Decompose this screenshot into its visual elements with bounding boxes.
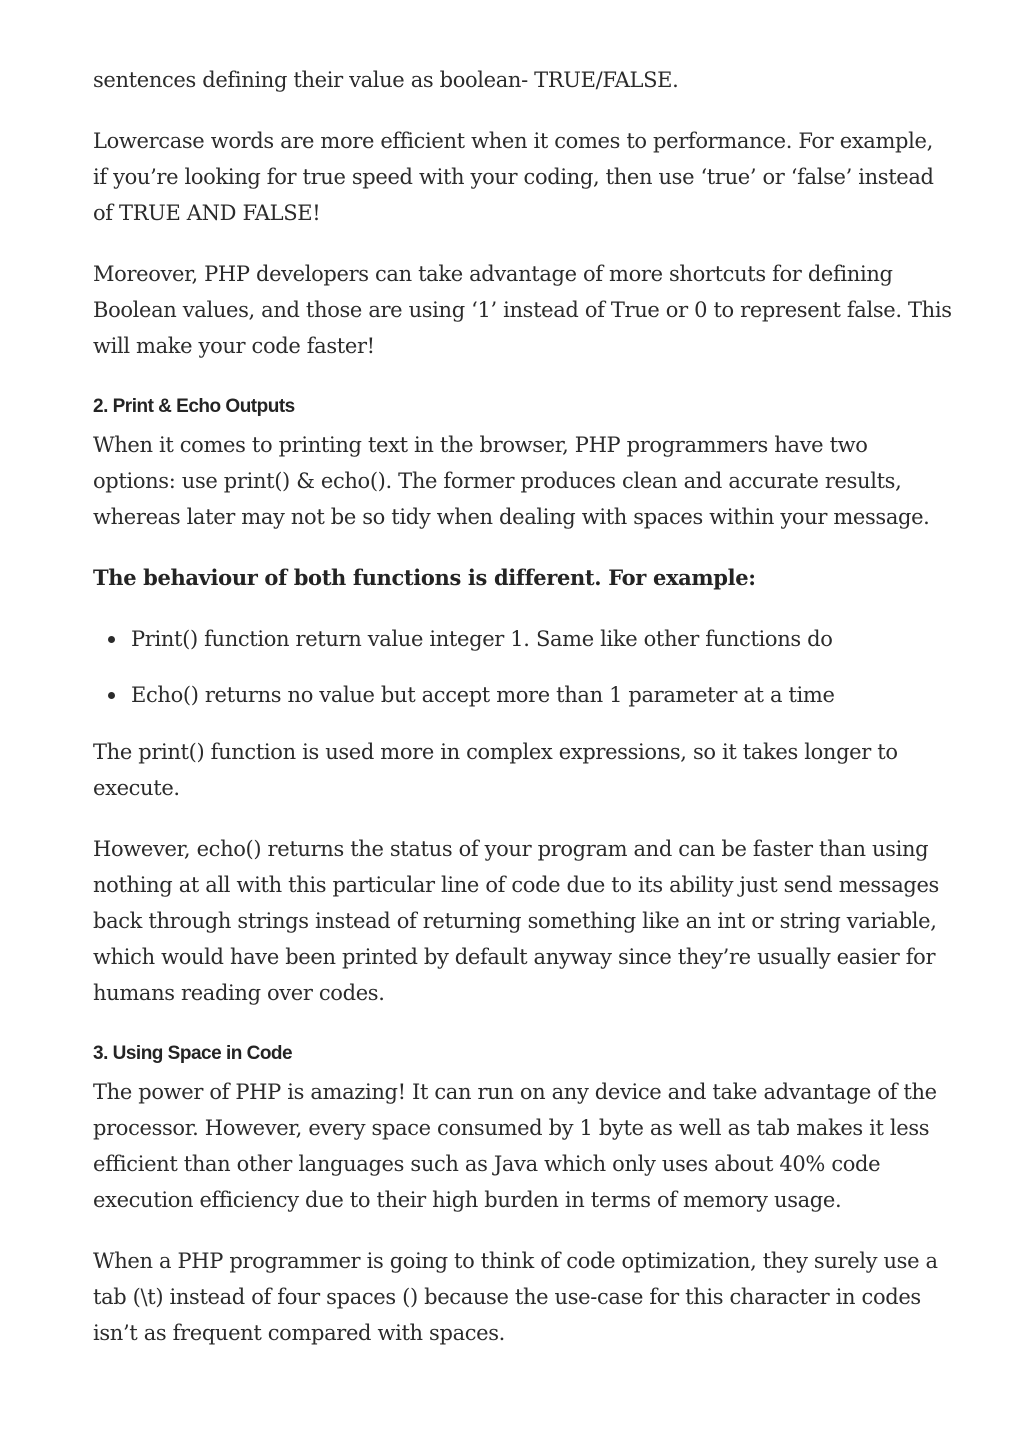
article-body [93,62,953,1376]
paragraph-behaviour-bold: The behaviour of both functions is different. For example: [93,565,756,590]
bullet-dot-icon [108,636,115,643]
paragraph-boolean-intro: sentences defining their value as boolean- TRUE/FALSE. [93,68,679,92]
paragraph-php-power: The power of PHP is amazing! It can run on any device and take advantage of the processor. However, every space consumed by 1 byte as well as tab makes it less efficient than other languages such as Java which only uses about 40% code execution efficiency due to their high burden in terms of memory usage. [93,1080,937,1212]
paragraph-echo-status: However, echo() returns the status of your program and can be faster than using nothing at all with this particular line of code due to its ability just send messages back through strings instead of returning something like an int or string variable, which would have been printed by default anyway since they’re usually easier for humans reading over codes. [93,837,939,1005]
list-item-text: Echo() returns no value but accept more than 1 parameter at a time [131,683,835,707]
bullet-dot-icon [108,692,115,699]
list-item-text: Print() function return value integer 1. Same like other functions do [131,627,833,651]
section-heading-print-echo: 2. Print & Echo Outputs [93,396,295,417]
paragraph-print-echo-intro: When it comes to printing text in the browser, PHP programmers have two options: use print() & echo(). The former produces clean and accurate results, whereas later may not be so tidy when dealing with spaces within your message. [93,433,930,529]
paragraph-boolean-shortcuts: Moreover, PHP developers can take advantage of more shortcuts for defining Boolean values, and those are using ‘1’ instead of True or 0 to represent false. This will make your code faster! [93,262,952,358]
list-item [93,621,953,657]
list-item [93,677,953,713]
bullet-list [93,621,953,713]
section-heading-using-space: 3. Using Space in Code [93,1043,293,1064]
paragraph-lowercase-performance: Lowercase words are more efficient when it comes to performance. For example, if you’re looking for true speed with your coding, then use ‘true’ or ‘false’ instead of TRUE AND FALSE! [93,129,934,225]
paragraph-tab-optimization: When a PHP programmer is going to think of code optimization, they surely use a tab (\t) instead of four spaces () because the use-case for this character in codes isn’t as frequent compared with spaces. [93,1249,938,1345]
paragraph-print-complex: The print() function is used more in complex expressions, so it takes longer to execute. [93,740,898,800]
